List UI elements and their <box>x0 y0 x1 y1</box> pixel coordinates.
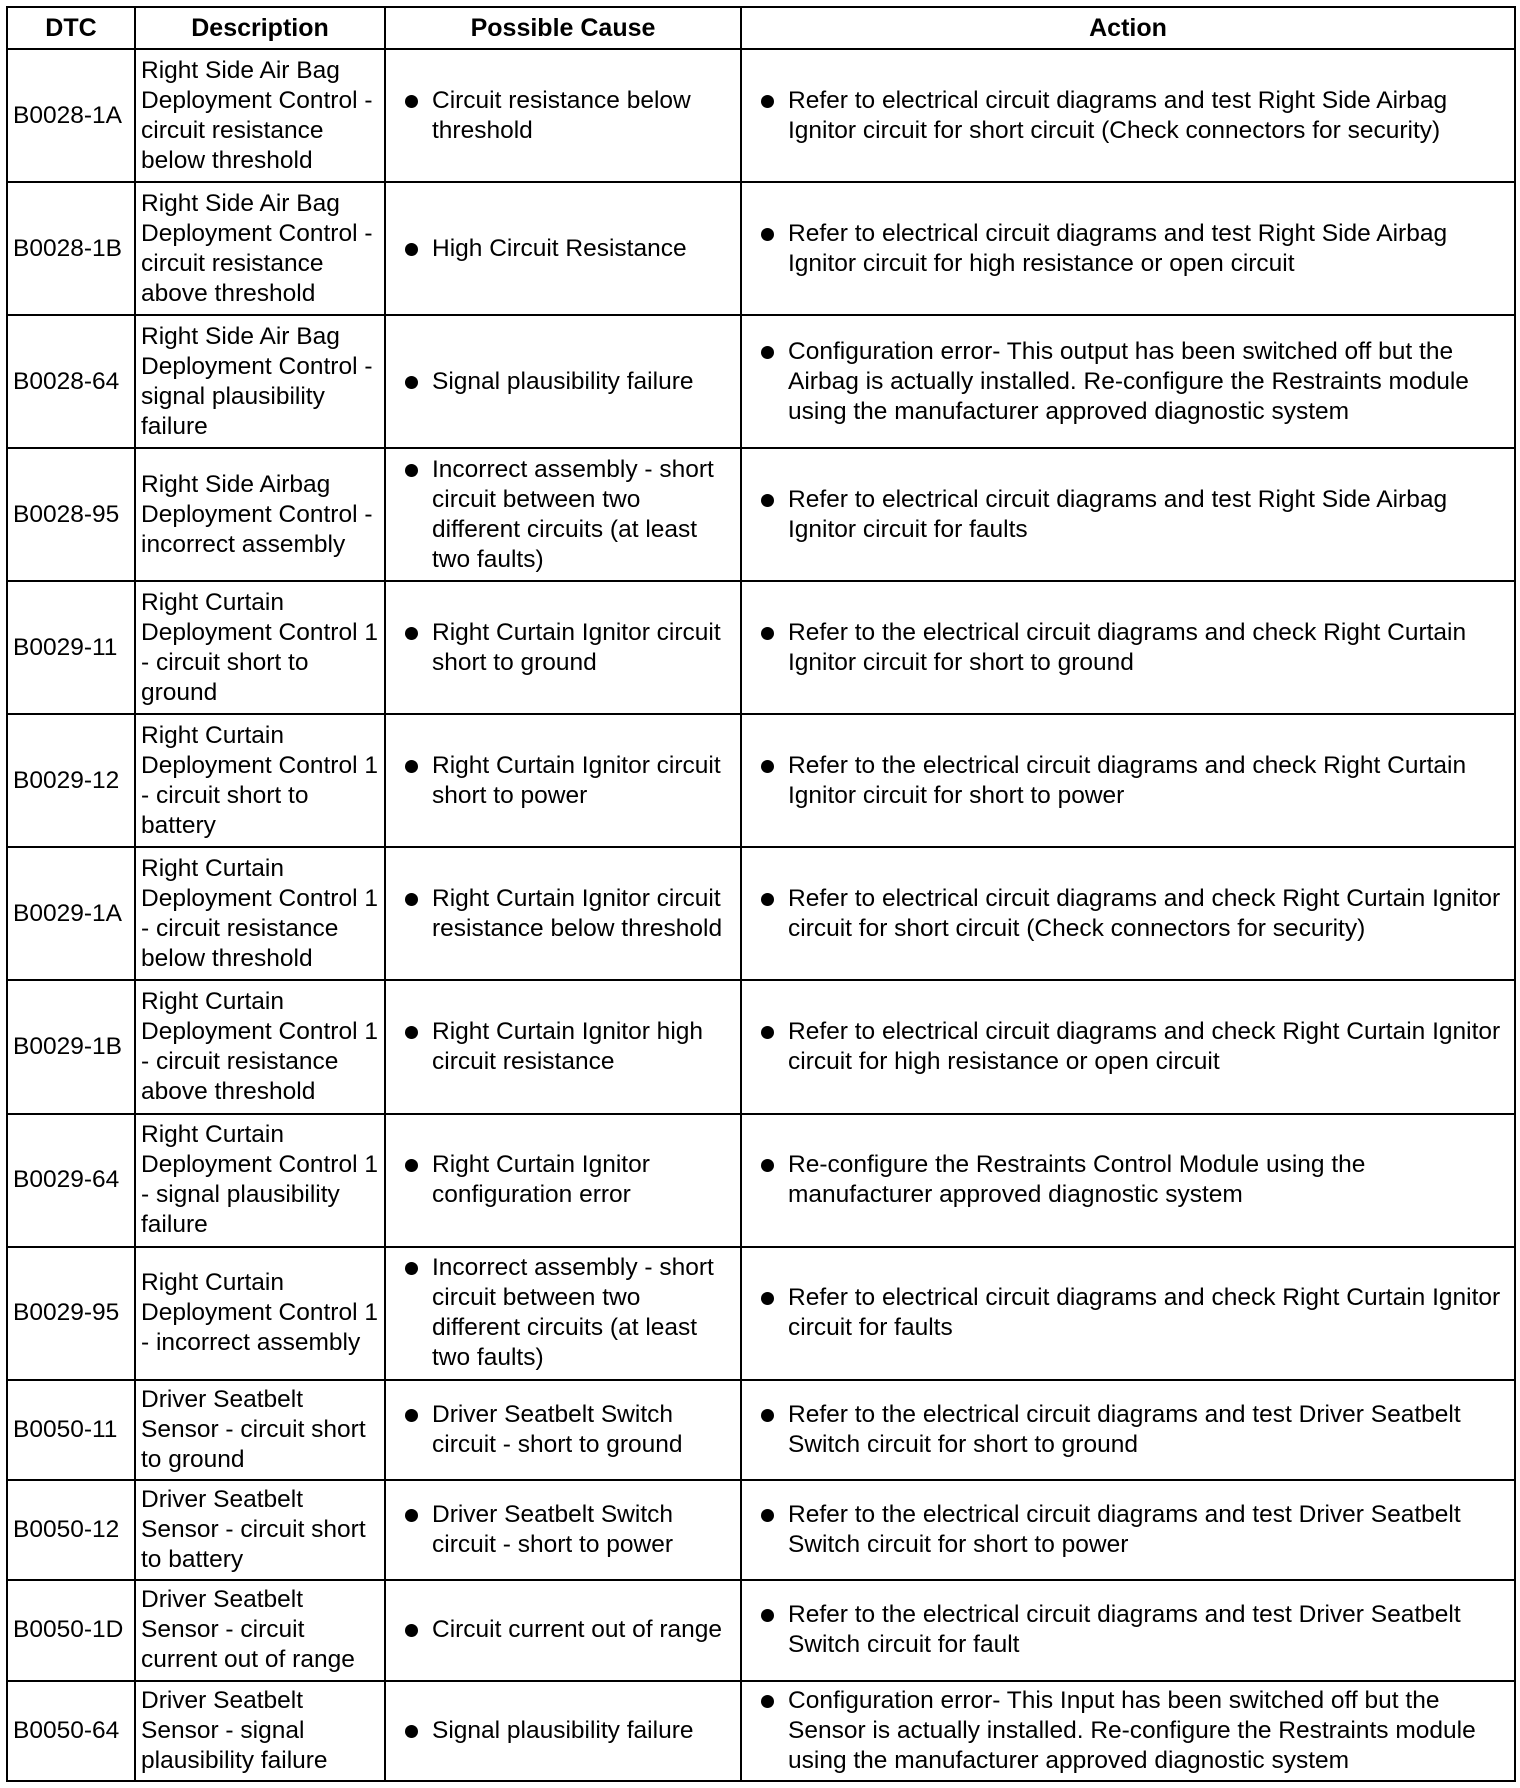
bullet-icon <box>405 1026 418 1039</box>
dtc-description: Right Curtain Deployment Control 1 - circuit resistance above threshold <box>135 980 385 1113</box>
possible-cause-list <box>391 455 735 575</box>
action-text: Refer to the electrical circuit diagrams and test Driver Seatbelt Switch circuit for short to power <box>788 1501 1461 1559</box>
table-body <box>7 49 1515 1781</box>
dtc-code: B0050-1D <box>7 1580 135 1680</box>
dtc-description: Right Curtain Deployment Control 1 - circuit short to ground <box>135 581 385 714</box>
possible-cause-list <box>391 1150 735 1210</box>
possible-cause-list <box>391 234 735 264</box>
list-item <box>391 1400 735 1460</box>
bullet-icon <box>761 893 774 906</box>
possible-cause-cell <box>385 1580 741 1680</box>
header-description: Description <box>135 7 385 49</box>
possible-cause-cell <box>385 714 741 847</box>
list-item <box>391 1253 735 1373</box>
action-list <box>747 1283 1509 1343</box>
action-list <box>747 485 1509 545</box>
list-item <box>747 618 1509 678</box>
table-row <box>7 980 1515 1113</box>
action-text: Refer to electrical circuit diagrams and check Right Curtain Ignitor circuit for high resistance or open circuit <box>788 1017 1501 1075</box>
action-cell <box>741 847 1515 980</box>
dtc-table <box>6 6 1516 1782</box>
dtc-code: B0050-11 <box>7 1380 135 1480</box>
possible-cause-text: Driver Seatbelt Switch circuit - short to ground <box>432 1400 683 1458</box>
action-cell <box>741 182 1515 315</box>
action-cell <box>741 1480 1515 1580</box>
action-list <box>747 1500 1509 1560</box>
possible-cause-list <box>391 751 735 811</box>
dtc-description: Right Curtain Deployment Control 1 - incorrect assembly <box>135 1247 385 1380</box>
action-text: Refer to the electrical circuit diagrams and test Driver Seatbelt Switch circuit for short to ground <box>788 1400 1461 1458</box>
possible-cause-text: Signal plausibility failure <box>432 367 694 395</box>
action-list <box>747 1686 1509 1776</box>
possible-cause-cell <box>385 448 741 581</box>
action-cell <box>741 714 1515 847</box>
possible-cause-text: Driver Seatbelt Switch circuit - short to power <box>432 1501 674 1559</box>
dtc-description: Right Side Air Bag Deployment Control - circuit resistance above threshold <box>135 182 385 315</box>
possible-cause-list <box>391 618 735 678</box>
bullet-icon <box>405 1409 418 1422</box>
bullet-icon <box>761 1409 774 1422</box>
possible-cause-text: Right Curtain Ignitor circuit short to power <box>432 751 721 809</box>
dtc-description: Driver Seatbelt Sensor - signal plausibility failure <box>135 1681 385 1781</box>
action-text: Refer to electrical circuit diagrams and test Right Side Airbag Ignitor circuit for high resistance or open circuit <box>788 219 1448 277</box>
dtc-code: B0029-12 <box>7 714 135 847</box>
table-row <box>7 315 1515 448</box>
list-item <box>391 86 735 146</box>
action-list <box>747 1400 1509 1460</box>
list-item <box>747 337 1509 427</box>
header-possible-cause: Possible Cause <box>385 7 741 49</box>
possible-cause-list <box>391 1400 735 1460</box>
dtc-code: B0029-95 <box>7 1247 135 1380</box>
list-item <box>747 1283 1509 1343</box>
table-row <box>7 49 1515 182</box>
possible-cause-cell <box>385 1681 741 1781</box>
possible-cause-text: Circuit current out of range <box>432 1616 723 1644</box>
dtc-code: B0029-1A <box>7 847 135 980</box>
list-item <box>391 234 735 264</box>
table-row <box>7 448 1515 581</box>
dtc-description: Right Curtain Deployment Control 1 - circuit resistance below threshold <box>135 847 385 980</box>
action-cell <box>741 980 1515 1113</box>
action-list <box>747 1017 1509 1077</box>
action-cell <box>741 1114 1515 1247</box>
list-item <box>391 1716 735 1746</box>
action-text: Configuration error- This output has been switched off but the Airbag is actually installed. Re-configure the Restraints module using the manufacturer approved diagnostic system <box>788 337 1469 425</box>
list-item <box>747 1600 1509 1660</box>
bullet-icon <box>405 1262 418 1275</box>
possible-cause-cell <box>385 581 741 714</box>
dtc-code: B0028-1B <box>7 182 135 315</box>
bullet-icon <box>405 1725 418 1738</box>
possible-cause-text: Right Curtain Ignitor circuit short to ground <box>432 618 721 676</box>
table-row <box>7 581 1515 714</box>
list-item <box>747 1017 1509 1077</box>
list-item <box>391 618 735 678</box>
bullet-icon <box>761 95 774 108</box>
header-action: Action <box>741 7 1515 49</box>
possible-cause-text: Incorrect assembly - short circuit between two different circuits (at least two faults) <box>432 455 714 573</box>
possible-cause-cell <box>385 182 741 315</box>
dtc-description: Right Side Air Bag Deployment Control - circuit resistance below threshold <box>135 49 385 182</box>
action-cell <box>741 1247 1515 1380</box>
possible-cause-list <box>391 367 735 397</box>
possible-cause-text: Right Curtain Ignitor high circuit resistance <box>432 1017 704 1075</box>
list-item <box>747 884 1509 944</box>
possible-cause-list <box>391 1253 735 1373</box>
action-text: Refer to electrical circuit diagrams and test Right Side Airbag Ignitor circuit for short circuit (Check connectors for security) <box>788 86 1448 144</box>
action-cell <box>741 49 1515 182</box>
bullet-icon <box>761 1026 774 1039</box>
list-item <box>747 219 1509 279</box>
bullet-icon <box>761 1292 774 1305</box>
table-row <box>7 1580 1515 1680</box>
list-item <box>747 1686 1509 1776</box>
dtc-description: Right Side Air Bag Deployment Control - signal plausibility failure <box>135 315 385 448</box>
list-item <box>747 751 1509 811</box>
bullet-icon <box>405 95 418 108</box>
list-item <box>391 367 735 397</box>
action-list <box>747 86 1509 146</box>
action-cell <box>741 1580 1515 1680</box>
dtc-description: Driver Seatbelt Sensor - circuit short to battery <box>135 1480 385 1580</box>
list-item <box>747 1500 1509 1560</box>
bullet-icon <box>405 760 418 773</box>
dtc-code: B0050-12 <box>7 1480 135 1580</box>
action-cell <box>741 1681 1515 1781</box>
possible-cause-list <box>391 86 735 146</box>
bullet-icon <box>405 464 418 477</box>
possible-cause-cell <box>385 49 741 182</box>
possible-cause-list <box>391 1500 735 1560</box>
action-list <box>747 884 1509 944</box>
table-header <box>7 7 1515 49</box>
possible-cause-list <box>391 884 735 944</box>
action-text: Refer to electrical circuit diagrams and test Right Side Airbag Ignitor circuit for faults <box>788 485 1448 543</box>
bullet-icon <box>761 627 774 640</box>
bullet-icon <box>761 1159 774 1172</box>
bullet-icon <box>761 346 774 359</box>
bullet-icon <box>761 760 774 773</box>
list-item <box>747 485 1509 545</box>
action-list <box>747 618 1509 678</box>
possible-cause-cell <box>385 1114 741 1247</box>
table-row <box>7 1114 1515 1247</box>
bullet-icon <box>761 1695 774 1708</box>
possible-cause-cell <box>385 315 741 448</box>
dtc-description: Right Curtain Deployment Control 1 - circuit short to battery <box>135 714 385 847</box>
dtc-description: Driver Seatbelt Sensor - circuit short to ground <box>135 1380 385 1480</box>
dtc-description: Right Side Airbag Deployment Control - incorrect assembly <box>135 448 385 581</box>
bullet-icon <box>405 1624 418 1637</box>
action-text: Re-configure the Restraints Control Module using the manufacturer approved diagnostic system <box>788 1151 1366 1209</box>
list-item <box>747 86 1509 146</box>
header-row <box>7 7 1515 49</box>
possible-cause-list <box>391 1615 735 1645</box>
dtc-code: B0028-64 <box>7 315 135 448</box>
dtc-code: B0028-1A <box>7 49 135 182</box>
bullet-icon <box>761 228 774 241</box>
bullet-icon <box>405 1509 418 1522</box>
possible-cause-text: Right Curtain Ignitor configuration error <box>432 1151 650 1209</box>
action-cell <box>741 315 1515 448</box>
possible-cause-cell <box>385 1247 741 1380</box>
list-item <box>391 751 735 811</box>
bullet-icon <box>405 376 418 389</box>
possible-cause-cell <box>385 847 741 980</box>
bullet-icon <box>761 1509 774 1522</box>
bullet-icon <box>405 893 418 906</box>
table-row <box>7 714 1515 847</box>
list-item <box>391 1500 735 1560</box>
table-row <box>7 182 1515 315</box>
dtc-code: B0029-64 <box>7 1114 135 1247</box>
possible-cause-cell <box>385 1480 741 1580</box>
table-row <box>7 847 1515 980</box>
bullet-icon <box>761 1609 774 1622</box>
bullet-icon <box>761 494 774 507</box>
action-cell <box>741 1380 1515 1480</box>
possible-cause-text: High Circuit Resistance <box>432 234 687 262</box>
action-list <box>747 751 1509 811</box>
action-list <box>747 337 1509 427</box>
action-cell <box>741 581 1515 714</box>
list-item <box>747 1400 1509 1460</box>
list-item <box>391 1615 735 1645</box>
header-dtc: DTC <box>7 7 135 49</box>
possible-cause-cell <box>385 1380 741 1480</box>
action-text: Refer to the electrical circuit diagrams and test Driver Seatbelt Switch circuit for fault <box>788 1601 1461 1659</box>
possible-cause-text: Signal plausibility failure <box>432 1716 694 1744</box>
list-item <box>391 455 735 575</box>
action-list <box>747 1600 1509 1660</box>
action-text: Refer to the electrical circuit diagrams and check Right Curtain Ignitor circuit for short to ground <box>788 618 1467 676</box>
dtc-code: B0029-11 <box>7 581 135 714</box>
action-cell <box>741 448 1515 581</box>
list-item <box>747 1150 1509 1210</box>
action-text: Refer to electrical circuit diagrams and check Right Curtain Ignitor circuit for short circuit (Check connectors for security) <box>788 884 1501 942</box>
dtc-code: B0028-95 <box>7 448 135 581</box>
possible-cause-text: Circuit resistance below threshold <box>432 86 691 144</box>
possible-cause-cell <box>385 980 741 1113</box>
table-row <box>7 1480 1515 1580</box>
possible-cause-list <box>391 1017 735 1077</box>
table-row <box>7 1380 1515 1480</box>
dtc-code: B0029-1B <box>7 980 135 1113</box>
possible-cause-list <box>391 1716 735 1746</box>
action-text: Refer to the electrical circuit diagrams and check Right Curtain Ignitor circuit for short to power <box>788 751 1467 809</box>
bullet-icon <box>405 627 418 640</box>
bullet-icon <box>405 243 418 256</box>
list-item <box>391 1150 735 1210</box>
list-item <box>391 1017 735 1077</box>
possible-cause-text: Incorrect assembly - short circuit between two different circuits (at least two faults) <box>432 1254 714 1372</box>
list-item <box>391 884 735 944</box>
possible-cause-text: Right Curtain Ignitor circuit resistance below threshold <box>432 884 723 942</box>
action-list <box>747 1150 1509 1210</box>
dtc-description: Right Curtain Deployment Control 1 - signal plausibility failure <box>135 1114 385 1247</box>
action-list <box>747 219 1509 279</box>
action-text: Refer to electrical circuit diagrams and check Right Curtain Ignitor circuit for faults <box>788 1284 1501 1342</box>
table-row <box>7 1681 1515 1781</box>
table-row <box>7 1247 1515 1380</box>
dtc-code: B0050-64 <box>7 1681 135 1781</box>
dtc-description: Driver Seatbelt Sensor - circuit current out of range <box>135 1580 385 1680</box>
bullet-icon <box>405 1159 418 1172</box>
action-text: Configuration error- This Input has been switched off but the Sensor is actually installed. Re-configure the Restraints module using the manufacturer approved diagnostic system <box>788 1686 1476 1774</box>
